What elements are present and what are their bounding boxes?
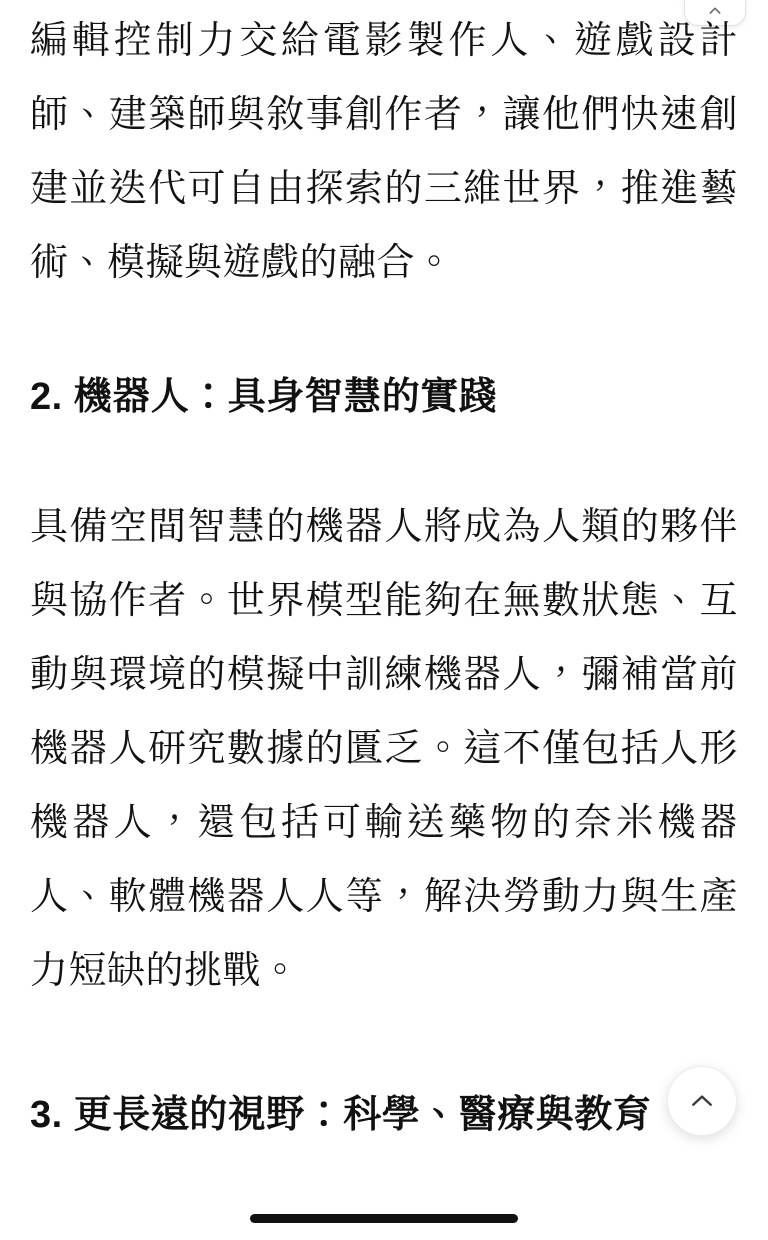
spacer (30, 300, 738, 360)
paragraph-1: 編輯控制力交給電影製作人、遊戲設計師、建築師與敘事創作者，讓他們快速創建並迭代可自由探索的三維世界，推進藝術、模擬與遊戲的融合。 (30, 20, 738, 284)
section-heading-3: 3. 更長遠的視野：科學、醫療與教育 (30, 1094, 652, 1136)
scroll-to-top-button[interactable] (667, 1066, 737, 1136)
spacer (30, 1008, 738, 1078)
home-indicator[interactable] (250, 1214, 518, 1223)
paragraph-2: 具備空間智慧的機器人將成為人類的夥伴與協作者。世界模型能夠在無數狀態、互動與環境的模擬中訓練機器人，彌補當前機器人研究數據的匱乏。這不僅包括人形機器人，還包括可輸送藥物的奈米機器人、軟體機器人人等，解決勞動力與生產力短缺的挑戰。 (30, 506, 738, 992)
chevron-up-icon (687, 1086, 717, 1116)
spacer (30, 434, 738, 490)
section-heading-2: 2. 機器人：具身智慧的實踐 (30, 376, 498, 418)
